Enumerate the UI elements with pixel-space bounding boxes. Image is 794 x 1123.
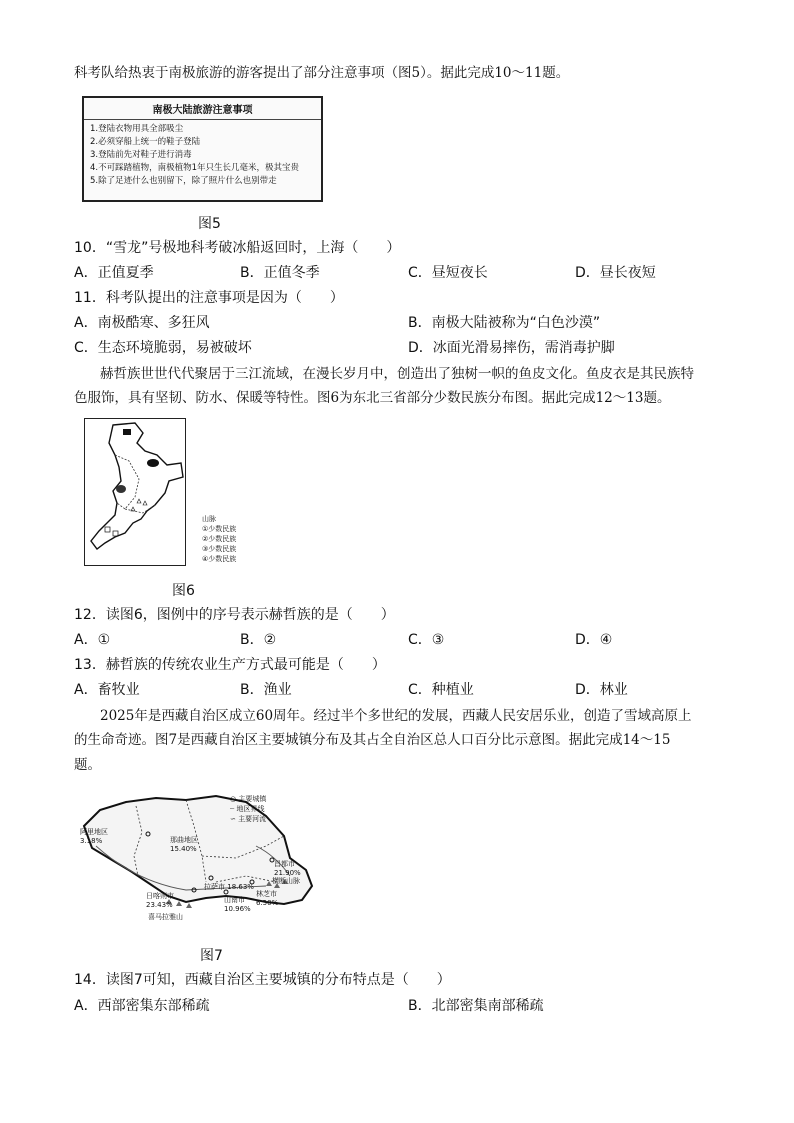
question-10: 10．“雪龙”号极地科考破冰船返回时，上海（ ） (74, 240, 401, 256)
q12-option-c: C．③ (408, 632, 445, 648)
q11-option-b: B．南极大陆被称为“白色沙漠” (408, 315, 601, 331)
q10-option-d: D．昼长夜短 (575, 265, 656, 281)
q10-option-a: A．正值夏季 (74, 265, 154, 281)
legend-town: ○ 主要城镇 (230, 795, 267, 803)
notice-item: 5.除了足迹什么也别留下，除了照片什么也别带走 (90, 176, 277, 186)
q12-option-d: D．④ (575, 632, 613, 648)
q13-option-a: A．畜牧业 (74, 682, 140, 698)
legend-minority-2: ②少数民族 (202, 535, 237, 543)
q14-option-b: B．北部密集南部稀疏 (408, 998, 544, 1014)
question-12: 12．读图6，图例中的序号表示赫哲族的是（ ） (74, 607, 395, 623)
q13-option-c: C．种植业 (408, 682, 474, 698)
q11-option-c: C．生态环境脆弱，易被破坏 (74, 340, 252, 356)
legend-river: ∽ 主要河流 (230, 815, 267, 823)
q11-option-d: D．冰面光滑易摔伤，需消毒护脚 (408, 340, 615, 356)
figure-5-caption: 图5 (198, 216, 221, 232)
q14-option-a: A．西部密集东部稀疏 (74, 998, 210, 1014)
notice-item: 2.必须穿船上统一的鞋子登陆 (90, 137, 201, 147)
region-label-qamdo: 昌都市 21.90% (274, 860, 301, 877)
q13-option-d: D．林业 (575, 682, 628, 698)
figure-6-legend (202, 514, 262, 564)
q12-option-a: A．① (74, 632, 111, 648)
intro-text-3-line2: 的生命奇迹。图7是西藏自治区主要城镇分布及其占全自治区总人口百分比示意图。据此完成14～15 (74, 732, 671, 748)
notice-box (82, 96, 323, 202)
minority-area-marker (123, 429, 131, 435)
notice-title: 南极大陆旅游注意事项 (84, 98, 321, 120)
q11-option-a: A．南极酷寒、多狂风 (74, 315, 210, 331)
q10-option-b: B．正值冬季 (240, 265, 320, 281)
q12-option-b: B．② (240, 632, 277, 648)
region-label-ali: 阿里地区 3.18% (80, 828, 108, 845)
label-himalaya: 喜马拉雅山 (148, 913, 183, 921)
legend-minority-4: ④少数民族 (202, 555, 237, 563)
question-13: 13．赫哲族的传统农业生产方式最可能是（ ） (74, 657, 386, 673)
tibet-map-graphic (76, 786, 332, 926)
intro-text-2-line1: 赫哲族世世代代聚居于三江流域，在漫长岁月中，创造出了独树一帜的鱼皮文化。鱼皮衣是其民族特 (100, 366, 694, 382)
legend-mountain: 山脉 (202, 515, 216, 523)
q13-option-b: B．渔业 (240, 682, 292, 698)
label-hengduan-mountains: 横断山脉 (272, 877, 300, 885)
region-label-shannan: 山南市 10.96% (224, 896, 251, 913)
question-11: 11．科考队提出的注意事项是因为（ ） (74, 290, 344, 306)
region-label-shigatse: 日喀则市 23.43% (146, 892, 174, 909)
minority-area-marker (147, 459, 159, 467)
intro-text-3-line3: 题。 (74, 757, 101, 773)
intro-text-1: 科考队给热衷于南极旅游的游客提出了部分注意事项（图5）。据此完成10～11题。 (74, 65, 570, 81)
legend-minority-1: ①少数民族 (202, 525, 237, 533)
intro-text-2-line2: 色服饰，具有坚韧、防水、保暖等特性。图6为东北三省部分少数民族分布图。据此完成12～13题。 (74, 390, 671, 406)
figure-7-map (76, 786, 332, 926)
figure-6-map (84, 418, 186, 566)
region-label-lhasa: 拉萨市 18.63% (204, 883, 254, 891)
notice-item: 4.不可踩踏植物，南极植物1年只生长几毫米，极其宝贵 (90, 163, 300, 173)
notice-item: 1.登陆衣物用具全部吸尘 (90, 124, 184, 134)
legend-minority-3: ③少数民族 (202, 545, 237, 553)
legend-boundary: ┈ 地区界线 (230, 805, 265, 813)
figure-6-caption: 图6 (172, 583, 195, 599)
intro-text-3-line1: 2025年是西藏自治区成立60周年。经过半个多世纪的发展，西藏人民安居乐业，创造了雪域高原上 (100, 708, 692, 724)
figure-7-caption: 图7 (200, 948, 223, 964)
question-14: 14．读图7可知，西藏自治区主要城镇的分布特点是（ ） (74, 972, 451, 988)
notice-item: 3.登陆前先对鞋子进行消毒 (90, 150, 192, 160)
region-label-nagqu: 那曲地区 15.40% (170, 836, 198, 853)
region-label-nyingchi: 林芝市 6.50% (256, 890, 279, 907)
figure-7-legend (230, 794, 266, 824)
q10-option-c: C．昼短夜长 (408, 265, 488, 281)
northeast-map-graphic (85, 419, 185, 565)
